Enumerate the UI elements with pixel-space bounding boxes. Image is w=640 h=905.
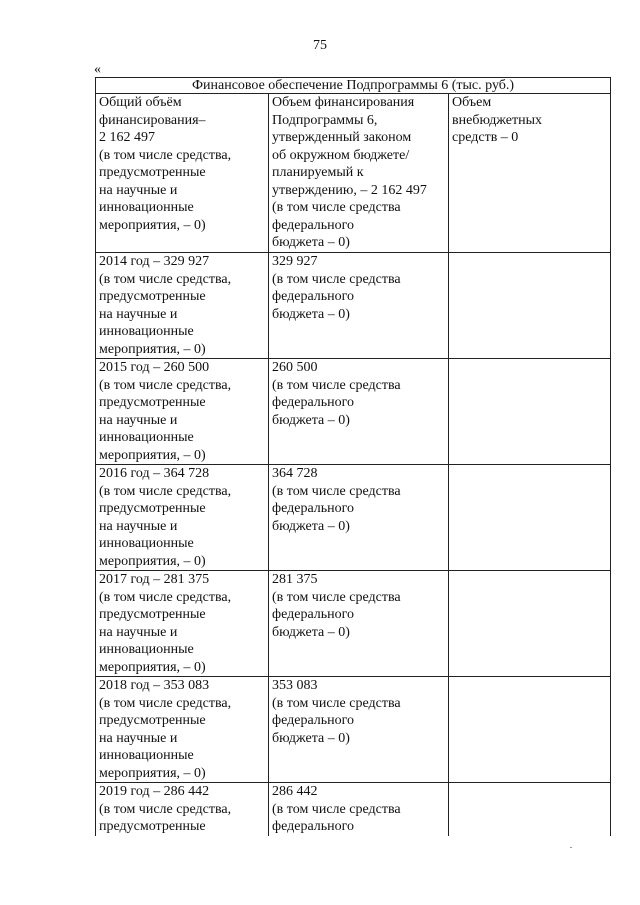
- year-total-cell: 2019 год – 286 442 (в том числе средства, предусмотренные: [96, 783, 269, 836]
- table-row: [96, 253, 611, 359]
- year-total-cell: 2014 год – 329 927 (в том числе средства, предусмотренные на научные и инновационные мероприятия, – 0): [96, 253, 269, 359]
- table-row: [96, 571, 611, 677]
- year-budget-cell: 281 375 (в том числе средства федерального бюджета – 0): [269, 571, 449, 677]
- year-budget-cell: 329 927 (в том числе средства федерального бюджета – 0): [269, 253, 449, 359]
- year-budget-cell: 260 500 (в том числе средства федерального бюджета – 0): [269, 359, 449, 465]
- total-financing-cell: Общий объём финансирования– 2 162 497 (в том числе средства, предусмотренные на научные и инновационные мероприятия, – 0): [96, 94, 269, 253]
- extrabudgetary-cell: Объем внебюджетных средств – 0: [449, 94, 611, 253]
- year-extra-cell: [449, 677, 611, 783]
- budget-financing-cell: Объем финансирования Подпрограммы 6, утвержденный законом об окружном бюджете/ планируемый к утверждению, – 2 162 497 (в том числе средства федерального бюджета – 0): [269, 94, 449, 253]
- year-budget-cell: 364 728 (в том числе средства федерального бюджета – 0): [269, 465, 449, 571]
- year-budget-cell: 353 083 (в том числе средства федерального бюджета – 0): [269, 677, 449, 783]
- table-row: [96, 465, 611, 571]
- year-extra-cell: [449, 359, 611, 465]
- year-budget-cell: 286 442 (в том числе средства федерального: [269, 783, 449, 836]
- year-extra-cell: [449, 783, 611, 836]
- table-row: [96, 677, 611, 783]
- year-extra-cell: [449, 253, 611, 359]
- year-total-cell: 2015 год – 260 500 (в том числе средства, предусмотренные на научные и инновационные мероприятия, – 0): [96, 359, 269, 465]
- financing-table: [95, 77, 611, 836]
- table-header-row: [96, 94, 611, 253]
- table-title-row: [96, 78, 611, 94]
- table-title: Финансовое обеспечение Подпрограммы 6 (тыс. руб.): [96, 78, 611, 94]
- year-extra-cell: [449, 571, 611, 677]
- page-number: 75: [313, 38, 327, 53]
- table-row: [96, 359, 611, 465]
- year-extra-cell: [449, 465, 611, 571]
- table-row: [96, 783, 611, 836]
- year-total-cell: 2016 год – 364 728 (в том числе средства, предусмотренные на научные и инновационные мероприятия, – 0): [96, 465, 269, 571]
- scan-speck: [570, 847, 572, 848]
- year-total-cell: 2017 год – 281 375 (в том числе средства, предусмотренные на научные и инновационные мероприятия, – 0): [96, 571, 269, 677]
- opening-quote-mark: «: [94, 62, 101, 77]
- year-total-cell: 2018 год – 353 083 (в том числе средства, предусмотренные на научные и инновационные мероприятия, – 0): [96, 677, 269, 783]
